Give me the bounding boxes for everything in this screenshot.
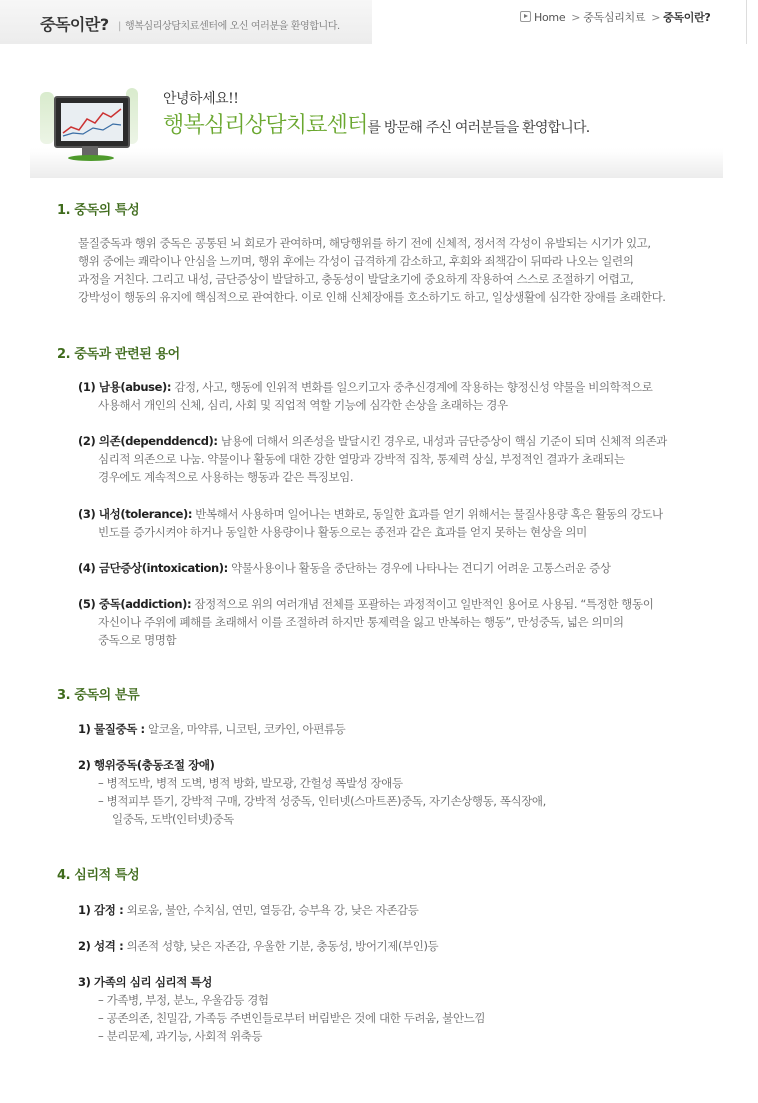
trait-item [78, 973, 485, 1045]
chart-graphic-icon [61, 103, 123, 141]
monitor-base [68, 155, 114, 161]
paragraph-line: 강박성이 행동의 유지에 핵심적으로 관여한다. 이로 인해 신체장애를 호소하기도 하고, 일상생활에 심각한 장애를 초래한다. [78, 290, 666, 304]
category-desc: 알코올, 마약류, 니코틴, 코카인, 아편류등 [147, 722, 346, 736]
term-label: (3) 내성(tolerance): [78, 507, 193, 521]
chevron-right-icon: > [651, 11, 661, 24]
breadcrumb [520, 9, 714, 25]
trait-desc: 의존적 성향, 낮은 자존감, 우울한 기분, 충동성, 방어기제(부인)등 [126, 939, 439, 953]
breadcrumb-home[interactable]: Home [534, 11, 566, 24]
term-item [78, 595, 653, 649]
term-desc: 반복해서 사용하며 일어나는 변화로, 동일한 효과를 얻기 위해서는 물질사용량 혹은 활동의 강도나 [195, 507, 663, 521]
divider [746, 0, 747, 44]
category-desc: 일중독, 도박(인터넷)중독 [112, 812, 234, 826]
section-title: 1. 중독의 특성 [57, 203, 140, 218]
center-name: 행복심리상담치료센터 [163, 113, 368, 138]
term-desc: 약물사용이나 활동을 중단하는 경우에 나타나는 견디기 어려운 고통스러운 증상 [231, 561, 611, 575]
category-desc: – 병적피부 뜯기, 강박적 구매, 강박적 성중독, 인터넷(스마트폰)중독, 자기손상행동, 폭식장애, [98, 794, 546, 808]
trait-desc: 외로움, 불안, 수치심, 연민, 열등감, 승부욕 강, 낮은 자존감등 [126, 903, 419, 917]
trait-item [78, 937, 438, 955]
term-item [78, 378, 652, 414]
category-label: 1) 물질중독 : [78, 722, 145, 736]
term-desc: 자신이나 주위에 폐해를 초래해서 이를 조절하려 하지만 통제력을 잃고 반복하는 행동”, 만성중독, 넓은 의미의 [98, 615, 624, 629]
category-item [78, 720, 345, 738]
term-item [78, 505, 663, 541]
term-desc: 남용에 더해서 의존성을 발달시킨 경우로, 내성과 금단증상이 핵심 기준이 되며 신체적 의존과 [220, 434, 667, 448]
trait-desc: – 분리문제, 과기능, 사회적 위축등 [98, 1029, 263, 1043]
banner-shadow [30, 150, 723, 178]
term-item [78, 559, 611, 577]
section-title: 3. 중독의 분류 [57, 688, 140, 703]
welcome-rest: 를 방문해 주신 여러분들을 환영합니다. [367, 120, 590, 136]
paragraph-line: 과정을 거친다. 그리고 내성, 금단증상이 발달하고, 충동성이 발달초기에 중요하게 작용하여 스스로 조절하기 어렵고, [78, 272, 634, 286]
paragraph-line: 물질중독과 행위 중독은 공통된 뇌 회로가 관여하며, 해당행위를 하기 전에 신체적, 정서적 각성이 유발되는 시기가 있고, [78, 236, 651, 250]
section-title: 2. 중독과 관련된 용어 [57, 347, 180, 362]
term-item [78, 432, 667, 486]
page-subtitle: | 행복심리상담치료센터에 오신 여러분을 환영합니다. [118, 17, 340, 32]
category-item [78, 756, 546, 828]
term-desc: 잠정적으로 위의 여러개념 전체를 포괄하는 과정적이고 일반적인 용어로 사용됨. “특정한 행동이 [194, 597, 654, 611]
term-desc: 중독으로 명명함 [98, 633, 177, 647]
category-label: 2) 행위중독(충동조절 장애) [78, 758, 215, 772]
term-label: (2) 의존(dependdencd): [78, 434, 218, 448]
welcome-message [163, 108, 589, 139]
home-arrow-icon [520, 11, 531, 22]
monitor-icon [54, 96, 130, 148]
term-label: (4) 금단증상(intoxication): [78, 561, 228, 575]
section-title: 4. 심리적 특성 [57, 868, 140, 883]
monitor-screen [61, 103, 123, 141]
page-title: 중독이란? [40, 15, 109, 34]
term-desc: 빈도를 증가시켜야 하거나 동일한 사용량이나 활동으로는 종전과 같은 효과를 얻지 못하는 현상을 의미 [98, 525, 587, 539]
breadcrumb-section[interactable]: 중독심리치료 [583, 11, 646, 24]
term-label: (5) 중독(addiction): [78, 597, 192, 611]
term-desc: 사용해서 개인의 신체, 심리, 사회 및 직업적 역할 기능에 심각한 손상을 초래하는 경우 [98, 398, 508, 412]
trait-desc: – 가족병, 부정, 분노, 우울감등 경험 [98, 993, 269, 1007]
term-desc: 경우에도 계속적으로 사용하는 행동과 같은 특징보임. [98, 470, 354, 484]
trait-label: 1) 감정 : [78, 903, 124, 917]
greeting-text: 안녕하세요!! [163, 91, 239, 107]
top-header [0, 0, 758, 44]
trait-desc: – 공존의존, 친밀감, 가족등 주변인들로부터 버림받은 것에 대한 두려움, 불안느낌 [98, 1011, 486, 1025]
term-desc: 감정, 사고, 행동에 인위적 변화를 일으키고자 중추신경계에 작용하는 향정신성 약물을 비의학적으로 [174, 380, 653, 394]
chevron-right-icon: > [571, 11, 581, 24]
breadcrumb-current: 중독이란? [663, 11, 711, 24]
trait-label: 3) 가족의 심리 심리적 특성 [78, 975, 212, 989]
paragraph-line: 행위 중에는 쾌락이나 안심을 느끼며, 행위 후에는 각성이 급격하게 감소하고, 후회와 죄책감이 뒤따라 나오는 일련의 [78, 254, 634, 268]
category-desc: – 병적도박, 병적 도벽, 병적 방화, 발모광, 간헐성 폭발성 장애등 [98, 776, 403, 790]
term-label: (1) 남용(abuse): [78, 380, 172, 394]
term-desc: 심리적 의존으로 나눔. 약물이나 활동에 대한 강한 열망과 강박적 집착, 통제력 상실, 부정적인 결과가 초래되는 [98, 452, 625, 466]
trait-label: 2) 성격 : [78, 939, 124, 953]
decorative-tree-icon [40, 92, 54, 144]
section-paragraph [78, 234, 666, 306]
trait-item [78, 901, 418, 919]
